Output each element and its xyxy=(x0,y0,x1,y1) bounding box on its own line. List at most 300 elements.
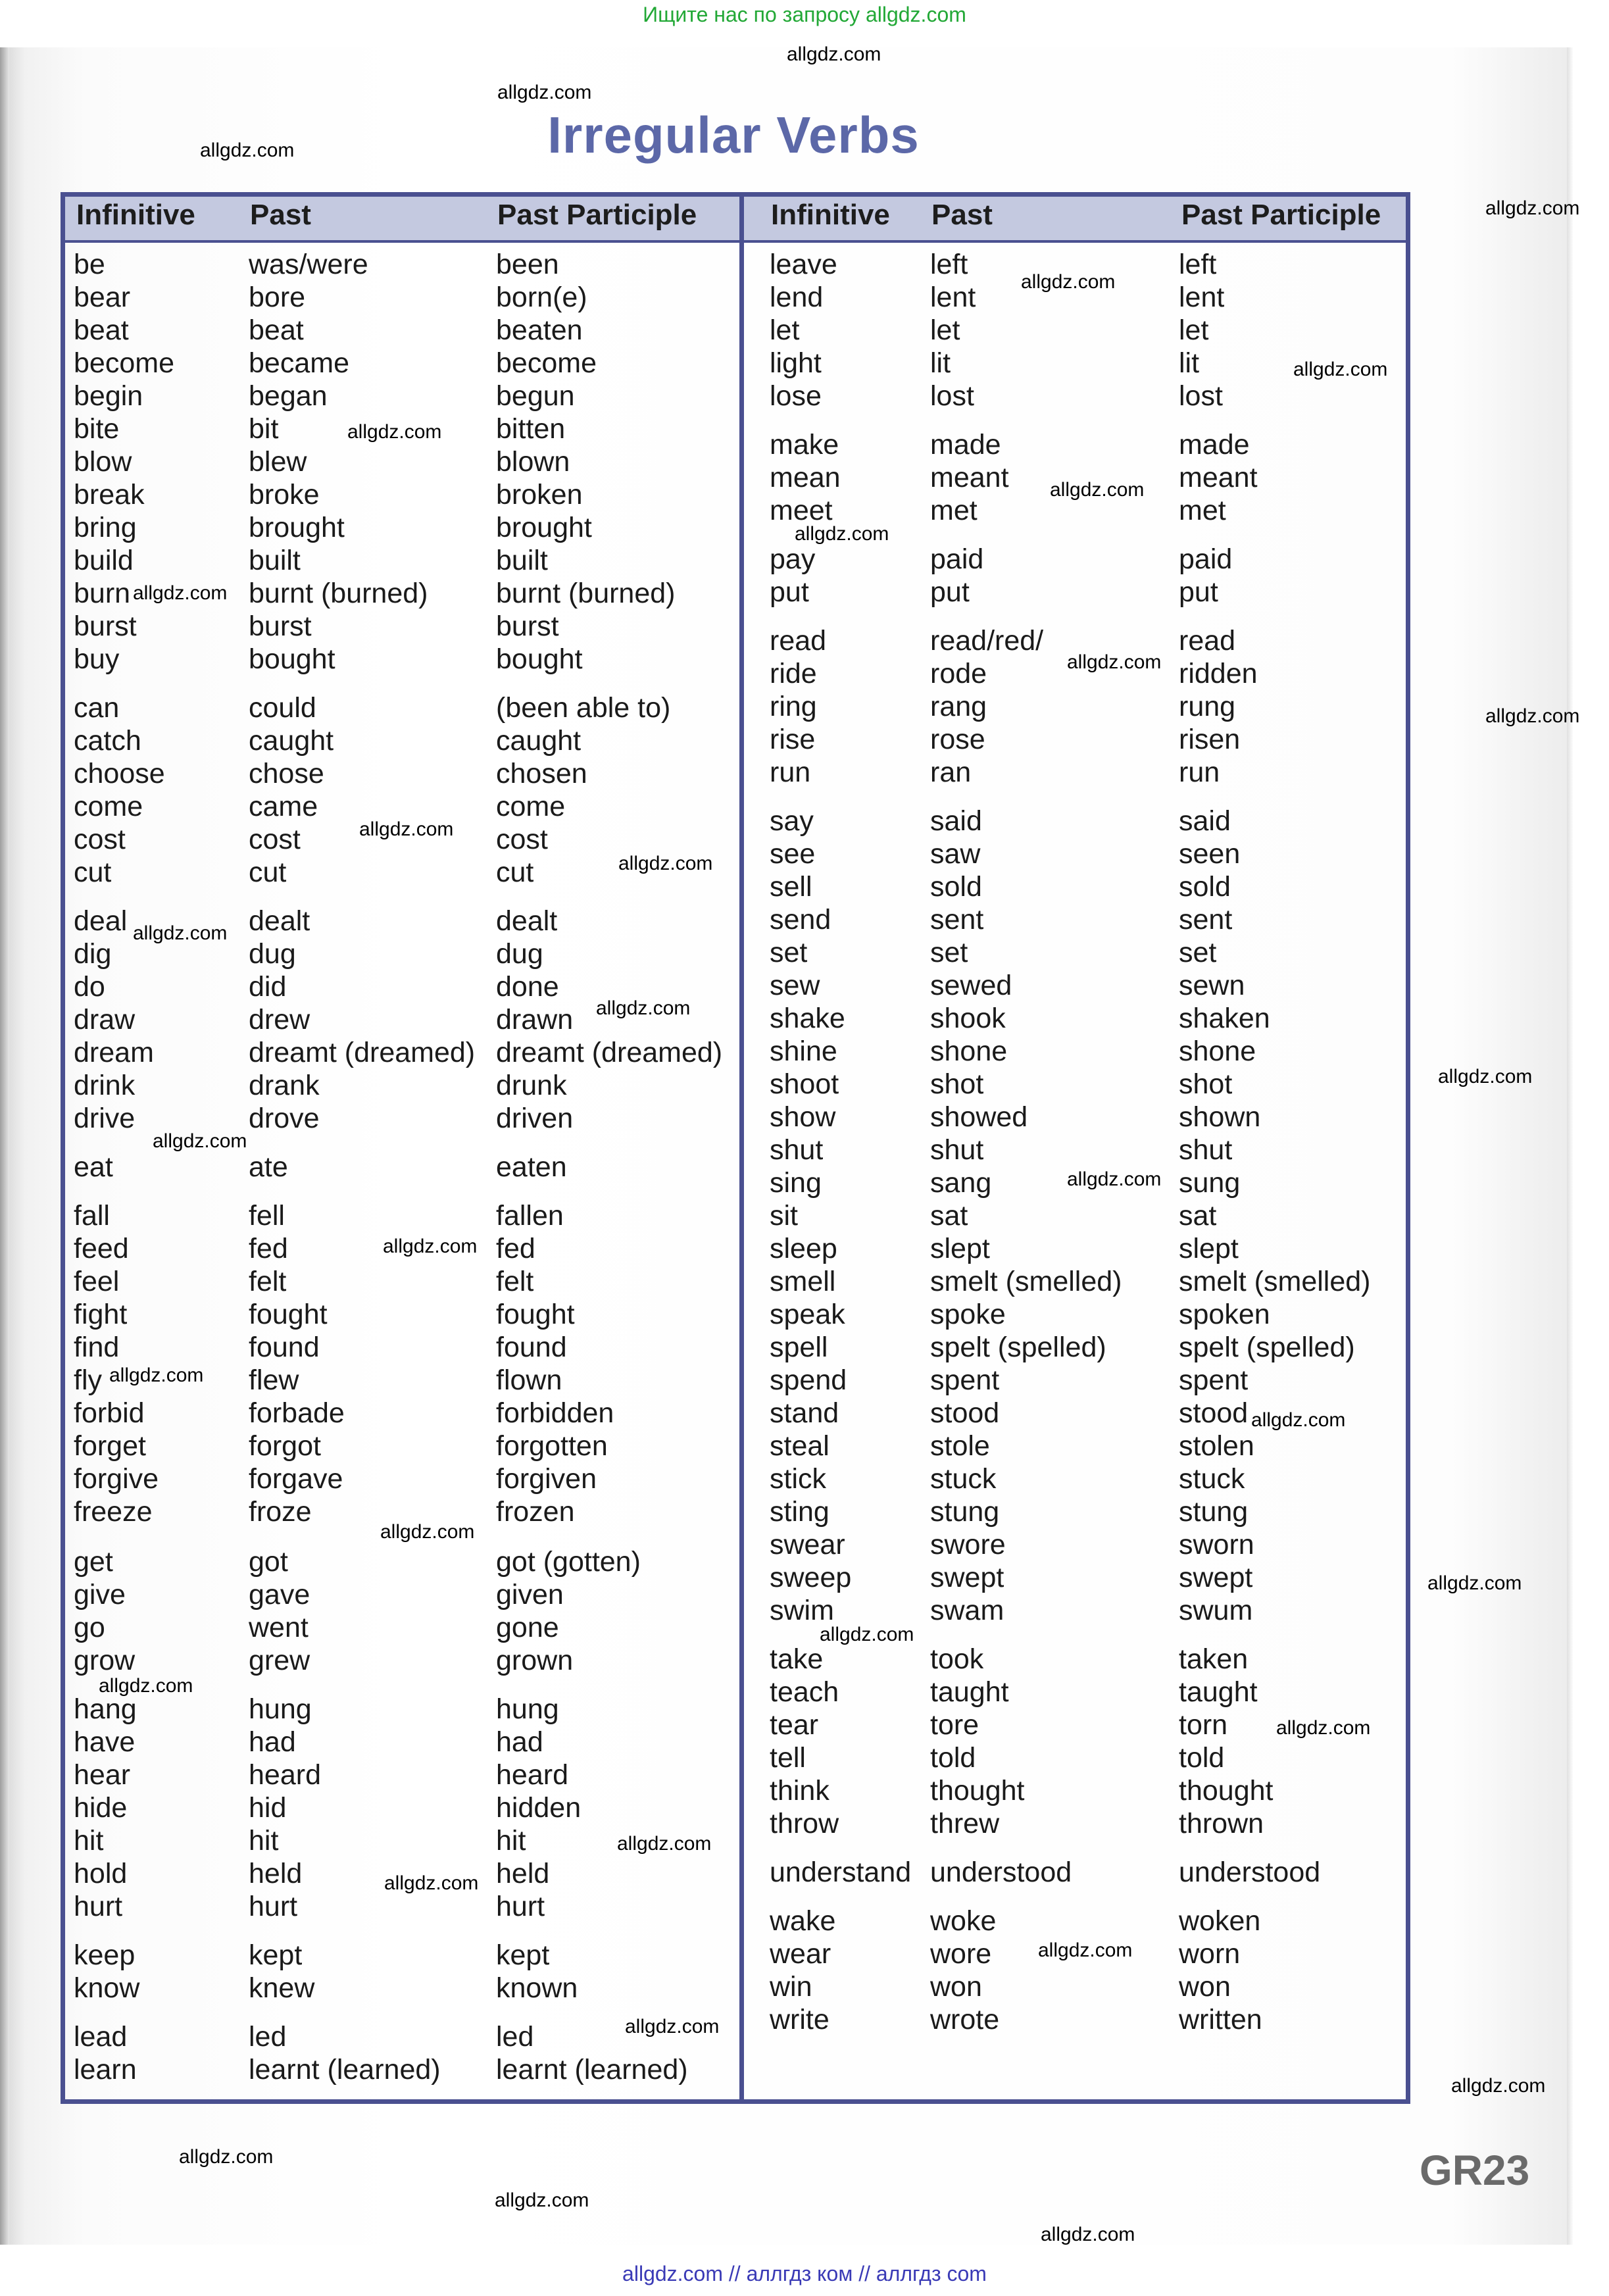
left-infinitive-cell: lead xyxy=(74,2021,128,2053)
right-infinitive-cell: understand xyxy=(770,1857,912,1888)
left-past-cell: found xyxy=(249,1332,320,1363)
left-infinitive-cell: break xyxy=(74,479,145,511)
right-past-cell: stung xyxy=(930,1496,1000,1528)
right-past-cell: made xyxy=(930,429,1001,461)
right-past-participle-cell: thought xyxy=(1179,1775,1274,1807)
right-infinitive-cell: speak xyxy=(770,1299,845,1330)
left-past-participle-cell: caught xyxy=(496,725,582,757)
right-past-participle-cell: made xyxy=(1179,429,1250,461)
right-past-participle-cell: seen xyxy=(1179,838,1241,870)
right-infinitive-cell: meet xyxy=(770,495,833,526)
left-past-cell: bore xyxy=(249,282,306,313)
left-past-participle-cell: fallen xyxy=(496,1200,564,1232)
left-past-cell: dreamt (dreamed) xyxy=(249,1037,476,1068)
right-past-cell: lent xyxy=(930,282,976,313)
left-past-cell: hid xyxy=(249,1792,287,1824)
right-past-participle-cell: sewn xyxy=(1179,970,1245,1001)
right-past-participle-cell: sold xyxy=(1179,871,1231,903)
watermark-text: allgdz.com xyxy=(795,523,889,545)
right-past-participle-cell: lent xyxy=(1179,282,1225,313)
left-infinitive-cell: catch xyxy=(74,725,141,757)
left-past-cell: burst xyxy=(249,611,312,642)
left-past-participle-cell: been xyxy=(496,249,559,280)
left-past-cell: beat xyxy=(249,314,304,346)
left-past-participle-cell: held xyxy=(496,1858,550,1889)
watermark-text: allgdz.com xyxy=(153,1130,247,1152)
right-infinitive-cell: ring xyxy=(770,691,817,722)
right-infinitive-cell: set xyxy=(770,937,808,968)
left-past-cell: was/were xyxy=(249,249,368,280)
watermark-text: allgdz.com xyxy=(109,1364,204,1386)
watermark-text: allgdz.com xyxy=(787,43,881,65)
right-infinitive-cell: tell xyxy=(770,1742,806,1774)
right-past-cell: wore xyxy=(930,1938,992,1970)
left-past-cell: froze xyxy=(249,1496,312,1528)
left-infinitive-cell: find xyxy=(74,1332,120,1363)
right-infinitive-cell: sting xyxy=(770,1496,829,1528)
table-center-divider xyxy=(739,192,744,2104)
right-past-participle-cell: worn xyxy=(1179,1938,1241,1970)
left-past-cell: did xyxy=(249,971,287,1003)
right-past-participle-cell: thrown xyxy=(1179,1808,1264,1839)
left-infinitive-cell: fight xyxy=(74,1299,128,1330)
left-past-cell: had xyxy=(249,1726,296,1758)
left-past-participle-cell: drawn xyxy=(496,1004,574,1036)
left-past-participle-cell: flown xyxy=(496,1364,562,1396)
right-past-participle-cell: taken xyxy=(1179,1643,1249,1675)
right-past-participle-cell: rung xyxy=(1179,691,1236,722)
right-past-participle-cell: woken xyxy=(1179,1905,1261,1937)
left-infinitive-cell: hurt xyxy=(74,1891,123,1922)
left-infinitive-cell: bring xyxy=(74,512,137,543)
right-past-cell: understood xyxy=(930,1857,1072,1888)
right-infinitive-cell: read xyxy=(770,625,827,657)
right-infinitive-cell: sleep xyxy=(770,1233,837,1264)
right-past-participle-cell: spelt (spelled) xyxy=(1179,1332,1355,1363)
right-past-cell: took xyxy=(930,1643,984,1675)
right-infinitive-cell: send xyxy=(770,904,831,936)
left-past-cell: fought xyxy=(249,1299,328,1330)
right-past-cell: slept xyxy=(930,1233,990,1264)
watermark-text: allgdz.com xyxy=(1438,1066,1533,1087)
left-past-cell: dug xyxy=(249,938,296,970)
left-past-cell: learnt (learned) xyxy=(249,2054,441,2085)
right-past-cell: said xyxy=(930,805,982,837)
left-header-infinitive: Infinitive xyxy=(76,199,195,231)
right-infinitive-cell: pay xyxy=(770,543,816,575)
left-past-participle-cell: built xyxy=(496,545,548,576)
right-past-participle-cell: smelt (smelled) xyxy=(1179,1266,1371,1297)
left-infinitive-cell: build xyxy=(74,545,134,576)
right-infinitive-cell: swear xyxy=(770,1529,845,1560)
left-header-past-participle: Past Participle xyxy=(497,199,697,231)
right-past-participle-cell: swept xyxy=(1179,1562,1253,1593)
right-past-cell: sewed xyxy=(930,970,1012,1001)
right-infinitive-cell: lend xyxy=(770,282,824,313)
right-past-cell: saw xyxy=(930,838,981,870)
right-infinitive-cell: shoot xyxy=(770,1068,839,1100)
left-infinitive-cell: fall xyxy=(74,1200,110,1232)
left-infinitive-cell: freeze xyxy=(74,1496,153,1528)
left-infinitive-cell: give xyxy=(74,1579,126,1610)
right-infinitive-cell: smell xyxy=(770,1266,836,1297)
right-past-cell: taught xyxy=(930,1676,1009,1708)
right-past-participle-cell: shone xyxy=(1179,1036,1256,1067)
watermark-text: allgdz.com xyxy=(1050,479,1145,501)
left-past-participle-cell: found xyxy=(496,1332,567,1363)
left-past-cell: forgave xyxy=(249,1463,343,1495)
left-infinitive-cell: keep xyxy=(74,1939,136,1971)
left-past-cell: came xyxy=(249,791,318,822)
right-past-participle-cell: read xyxy=(1179,625,1236,657)
left-infinitive-cell: begin xyxy=(74,380,143,412)
watermark-text: allgdz.com xyxy=(495,2189,589,2211)
left-past-participle-cell: had xyxy=(496,1726,543,1758)
right-past-participle-cell: stuck xyxy=(1179,1463,1245,1495)
left-past-participle-cell: gone xyxy=(496,1612,559,1643)
right-infinitive-cell: wear xyxy=(770,1938,831,1970)
watermark-text: allgdz.com xyxy=(347,421,442,443)
left-infinitive-cell: go xyxy=(74,1612,105,1643)
right-past-cell: showed xyxy=(930,1101,1028,1133)
right-past-participle-cell: left xyxy=(1179,249,1217,280)
right-past-cell: set xyxy=(930,937,968,968)
left-infinitive-cell: eat xyxy=(74,1151,113,1183)
left-past-participle-cell: blown xyxy=(496,446,570,478)
right-past-participle-cell: sat xyxy=(1179,1200,1217,1232)
right-past-participle-cell: met xyxy=(1179,495,1226,526)
left-past-participle-cell: become xyxy=(496,347,597,379)
left-past-participle-cell: heard xyxy=(496,1759,568,1791)
left-past-participle-cell: brought xyxy=(496,512,592,543)
left-past-cell: kept xyxy=(249,1939,303,1971)
right-infinitive-cell: run xyxy=(770,757,811,788)
left-past-participle-cell: dealt xyxy=(496,905,558,937)
left-infinitive-cell: feel xyxy=(74,1266,120,1297)
right-past-cell: put xyxy=(930,576,970,608)
page-edge-shadow xyxy=(0,47,9,2245)
right-past-cell: swore xyxy=(930,1529,1006,1560)
left-past-participle-cell: burst xyxy=(496,611,559,642)
left-infinitive-cell: bite xyxy=(74,413,120,445)
right-past-cell: told xyxy=(930,1742,976,1774)
right-past-cell: let xyxy=(930,314,960,346)
left-infinitive-cell: forgive xyxy=(74,1463,159,1495)
watermark-text: allgdz.com xyxy=(384,1872,479,1894)
left-past-cell: knew xyxy=(249,1972,315,2004)
right-past-cell: ran xyxy=(930,757,972,788)
page-number: GR23 xyxy=(1420,2147,1530,2194)
right-past-cell: lost xyxy=(930,380,974,412)
page-right-edge xyxy=(1567,47,1573,2245)
left-past-participle-cell: beaten xyxy=(496,314,583,346)
right-past-cell: paid xyxy=(930,543,984,575)
right-infinitive-cell: sing xyxy=(770,1167,822,1199)
right-past-cell: rang xyxy=(930,691,987,722)
right-past-participle-cell: paid xyxy=(1179,543,1233,575)
left-past-participle-cell: drunk xyxy=(496,1070,567,1101)
left-infinitive-cell: beat xyxy=(74,314,129,346)
watermark-text: allgdz.com xyxy=(820,1624,914,1645)
right-past-cell: smelt (smelled) xyxy=(930,1266,1122,1297)
right-past-participle-cell: run xyxy=(1179,757,1220,788)
left-past-participle-cell: chosen xyxy=(496,758,587,789)
left-infinitive-cell: cost xyxy=(74,824,126,855)
right-infinitive-cell: mean xyxy=(770,462,841,493)
right-past-participle-cell: put xyxy=(1179,576,1218,608)
watermark-text: allgdz.com xyxy=(625,2016,720,2037)
right-past-participle-cell: lit xyxy=(1179,347,1200,379)
right-infinitive-cell: write xyxy=(770,2004,829,2035)
left-past-participle-cell: bought xyxy=(496,643,583,675)
left-infinitive-cell: draw xyxy=(74,1004,136,1036)
right-past-participle-cell: won xyxy=(1179,1971,1231,2003)
left-infinitive-cell: know xyxy=(74,1972,140,2004)
left-past-cell: became xyxy=(249,347,349,379)
right-infinitive-cell: put xyxy=(770,576,809,608)
left-past-participle-cell: hidden xyxy=(496,1792,582,1824)
right-infinitive-cell: shake xyxy=(770,1003,845,1034)
right-infinitive-cell: spell xyxy=(770,1332,828,1363)
right-infinitive-cell: lose xyxy=(770,380,822,412)
left-past-cell: held xyxy=(249,1858,303,1889)
left-past-cell: hurt xyxy=(249,1891,298,1922)
right-past-participle-cell: ridden xyxy=(1179,658,1258,689)
left-past-participle-cell: dug xyxy=(496,938,543,970)
watermark-text: allgdz.com xyxy=(497,82,592,103)
left-infinitive-cell: become xyxy=(74,347,174,379)
right-infinitive-cell: throw xyxy=(770,1808,839,1839)
right-infinitive-cell: swim xyxy=(770,1595,834,1626)
left-past-participle-cell: (been able to) xyxy=(496,692,671,724)
right-past-cell: stuck xyxy=(930,1463,997,1495)
right-past-participle-cell: stolen xyxy=(1179,1430,1254,1462)
watermark-text: allgdz.com xyxy=(1021,271,1116,293)
right-past-participle-cell: shaken xyxy=(1179,1003,1270,1034)
left-infinitive-cell: forbid xyxy=(74,1397,145,1429)
right-past-participle-cell: let xyxy=(1179,314,1209,346)
left-past-cell: broke xyxy=(249,479,320,511)
right-infinitive-cell: steal xyxy=(770,1430,829,1462)
left-infinitive-cell: learn xyxy=(74,2054,137,2085)
left-infinitive-cell: forget xyxy=(74,1430,146,1462)
watermark-text: allgdz.com xyxy=(596,997,691,1019)
right-infinitive-cell: win xyxy=(770,1971,812,2003)
left-past-participle-cell: fed xyxy=(496,1233,535,1264)
left-past-cell: drove xyxy=(249,1103,320,1134)
right-infinitive-cell: spend xyxy=(770,1364,847,1396)
right-infinitive-cell: sell xyxy=(770,871,812,903)
left-past-participle-cell: known xyxy=(496,1972,578,2004)
right-past-cell: shot xyxy=(930,1068,984,1100)
left-past-participle-cell: driven xyxy=(496,1103,574,1134)
right-past-participle-cell: written xyxy=(1179,2004,1262,2035)
left-past-cell: blew xyxy=(249,446,307,478)
right-past-cell: shut xyxy=(930,1134,984,1166)
watermark-text: allgdz.com xyxy=(380,1521,475,1543)
right-past-participle-cell: set xyxy=(1179,937,1217,968)
right-past-cell: stood xyxy=(930,1397,1000,1429)
left-header-past: Past xyxy=(250,199,311,231)
watermark-text: allgdz.com xyxy=(1451,2075,1546,2097)
left-infinitive-cell: cut xyxy=(74,857,112,888)
left-past-participle-cell: got (gotten) xyxy=(496,1546,641,1578)
right-infinitive-cell: leave xyxy=(770,249,837,280)
right-past-cell: swam xyxy=(930,1595,1004,1626)
left-past-participle-cell: bitten xyxy=(496,413,566,445)
left-past-cell: bought xyxy=(249,643,335,675)
right-past-cell: tore xyxy=(930,1709,979,1741)
page-title: Irregular Verbs xyxy=(547,106,920,164)
right-header-past-participle: Past Participle xyxy=(1181,199,1381,231)
left-past-cell: led xyxy=(249,2021,287,2053)
watermark-text: allgdz.com xyxy=(618,853,713,874)
left-past-cell: could xyxy=(249,692,316,724)
right-infinitive-cell: stand xyxy=(770,1397,839,1429)
right-past-cell: sang xyxy=(930,1167,992,1199)
left-past-cell: hung xyxy=(249,1693,312,1725)
left-past-cell: dealt xyxy=(249,905,310,937)
left-past-participle-cell: forgotten xyxy=(496,1430,608,1462)
right-past-cell: swept xyxy=(930,1562,1004,1593)
right-infinitive-cell: stick xyxy=(770,1463,826,1495)
left-past-cell: grew xyxy=(249,1645,310,1676)
top-banner[interactable]: Ищите нас по запросу allgdz.com xyxy=(643,3,966,26)
left-infinitive-cell: bear xyxy=(74,282,131,313)
watermark-text: allgdz.com xyxy=(1041,2224,1135,2245)
left-infinitive-cell: deal xyxy=(74,905,128,937)
left-past-participle-cell: hung xyxy=(496,1693,559,1725)
watermark-text: allgdz.com xyxy=(1485,705,1580,727)
right-past-cell: shone xyxy=(930,1036,1008,1067)
watermark-text: allgdz.com xyxy=(1485,197,1580,219)
left-past-participle-cell: done xyxy=(496,971,559,1003)
left-infinitive-cell: blow xyxy=(74,446,132,478)
watermark-text: allgdz.com xyxy=(99,1675,193,1697)
left-past-participle-cell: forgiven xyxy=(496,1463,597,1495)
left-past-cell: caught xyxy=(249,725,334,757)
left-past-participle-cell: grown xyxy=(496,1645,574,1676)
left-past-cell: fell xyxy=(249,1200,285,1232)
right-past-participle-cell: sworn xyxy=(1179,1529,1254,1560)
right-past-participle-cell: shut xyxy=(1179,1134,1233,1166)
right-past-participle-cell: swum xyxy=(1179,1595,1253,1626)
right-past-participle-cell: slept xyxy=(1179,1233,1239,1264)
left-past-participle-cell: burnt (burned) xyxy=(496,578,676,609)
watermark-text: allgdz.com xyxy=(200,139,295,161)
right-past-participle-cell: spoken xyxy=(1179,1299,1270,1330)
left-infinitive-cell: hang xyxy=(74,1693,137,1725)
left-past-participle-cell: eaten xyxy=(496,1151,567,1183)
right-infinitive-cell: shut xyxy=(770,1134,824,1166)
left-infinitive-cell: dream xyxy=(74,1037,154,1068)
left-past-cell: forbade xyxy=(249,1397,345,1429)
watermark-text: allgdz.com xyxy=(1067,1168,1162,1190)
left-past-participle-cell: begun xyxy=(496,380,575,412)
watermark-text: allgdz.com xyxy=(1251,1409,1346,1431)
watermark-text: allgdz.com xyxy=(383,1235,478,1257)
right-past-cell: won xyxy=(930,1971,982,2003)
left-past-cell: burnt (burned) xyxy=(249,578,428,609)
right-infinitive-cell: take xyxy=(770,1643,824,1675)
watermark-text: allgdz.com xyxy=(617,1833,712,1855)
right-past-cell: thought xyxy=(930,1775,1025,1807)
right-past-participle-cell: told xyxy=(1179,1742,1225,1774)
right-past-cell: wrote xyxy=(930,2004,1000,2035)
right-infinitive-cell: sew xyxy=(770,970,820,1001)
left-past-participle-cell: forbidden xyxy=(496,1397,614,1429)
right-infinitive-cell: make xyxy=(770,429,839,461)
left-past-cell: ate xyxy=(249,1151,288,1183)
left-past-participle-cell: dreamt (dreamed) xyxy=(496,1037,723,1068)
left-infinitive-cell: buy xyxy=(74,643,120,675)
right-past-cell: shook xyxy=(930,1003,1006,1034)
watermark-text: allgdz.com xyxy=(179,2146,274,2168)
right-infinitive-cell: sweep xyxy=(770,1562,852,1593)
right-past-cell: lit xyxy=(930,347,951,379)
watermark-text: allgdz.com xyxy=(133,922,228,944)
left-past-cell: heard xyxy=(249,1759,321,1791)
right-infinitive-cell: think xyxy=(770,1775,829,1807)
right-past-cell: rode xyxy=(930,658,987,689)
right-past-participle-cell: risen xyxy=(1179,724,1241,755)
left-past-cell: hit xyxy=(249,1825,279,1857)
left-past-participle-cell: given xyxy=(496,1579,564,1610)
left-infinitive-cell: can xyxy=(74,692,120,724)
right-infinitive-cell: ride xyxy=(770,658,817,689)
left-past-participle-cell: led xyxy=(496,2021,534,2053)
right-past-participle-cell: torn xyxy=(1179,1709,1228,1741)
right-infinitive-cell: wake xyxy=(770,1905,836,1937)
right-past-cell: stole xyxy=(930,1430,990,1462)
right-past-cell: sold xyxy=(930,871,982,903)
right-past-cell: read/red/ xyxy=(930,625,1044,657)
right-infinitive-cell: rise xyxy=(770,724,816,755)
right-infinitive-cell: teach xyxy=(770,1676,839,1708)
left-past-participle-cell: come xyxy=(496,791,566,822)
left-infinitive-cell: hit xyxy=(74,1825,104,1857)
right-past-participle-cell: spent xyxy=(1179,1364,1249,1396)
right-past-cell: sent xyxy=(930,904,984,936)
right-past-participle-cell: understood xyxy=(1179,1857,1321,1888)
left-past-cell: gave xyxy=(249,1579,310,1610)
left-past-participle-cell: hurt xyxy=(496,1891,545,1922)
left-infinitive-cell: hold xyxy=(74,1858,128,1889)
right-infinitive-cell: see xyxy=(770,838,816,870)
left-infinitive-cell: be xyxy=(74,249,105,280)
watermark-text: allgdz.com xyxy=(1067,651,1162,673)
bottom-banner[interactable]: allgdz.com // аллгдз ком // аллгдз com xyxy=(622,2262,987,2285)
right-infinitive-cell: shine xyxy=(770,1036,837,1067)
watermark-text: allgdz.com xyxy=(1293,359,1388,380)
left-infinitive-cell: come xyxy=(74,791,143,822)
watermark-text: allgdz.com xyxy=(133,582,228,604)
left-past-cell: felt xyxy=(249,1266,287,1297)
right-past-cell: sat xyxy=(930,1200,968,1232)
left-infinitive-cell: choose xyxy=(74,758,165,789)
left-past-cell: cut xyxy=(249,857,287,888)
left-past-participle-cell: kept xyxy=(496,1939,550,1971)
right-infinitive-cell: tear xyxy=(770,1709,819,1741)
left-past-participle-cell: cost xyxy=(496,824,548,855)
right-past-participle-cell: taught xyxy=(1179,1676,1258,1708)
left-infinitive-cell: hide xyxy=(74,1792,128,1824)
right-past-cell: meant xyxy=(930,462,1009,493)
left-infinitive-cell: burn xyxy=(74,578,131,609)
right-past-cell: spoke xyxy=(930,1299,1006,1330)
left-past-cell: brought xyxy=(249,512,345,543)
right-past-cell: spent xyxy=(930,1364,1000,1396)
